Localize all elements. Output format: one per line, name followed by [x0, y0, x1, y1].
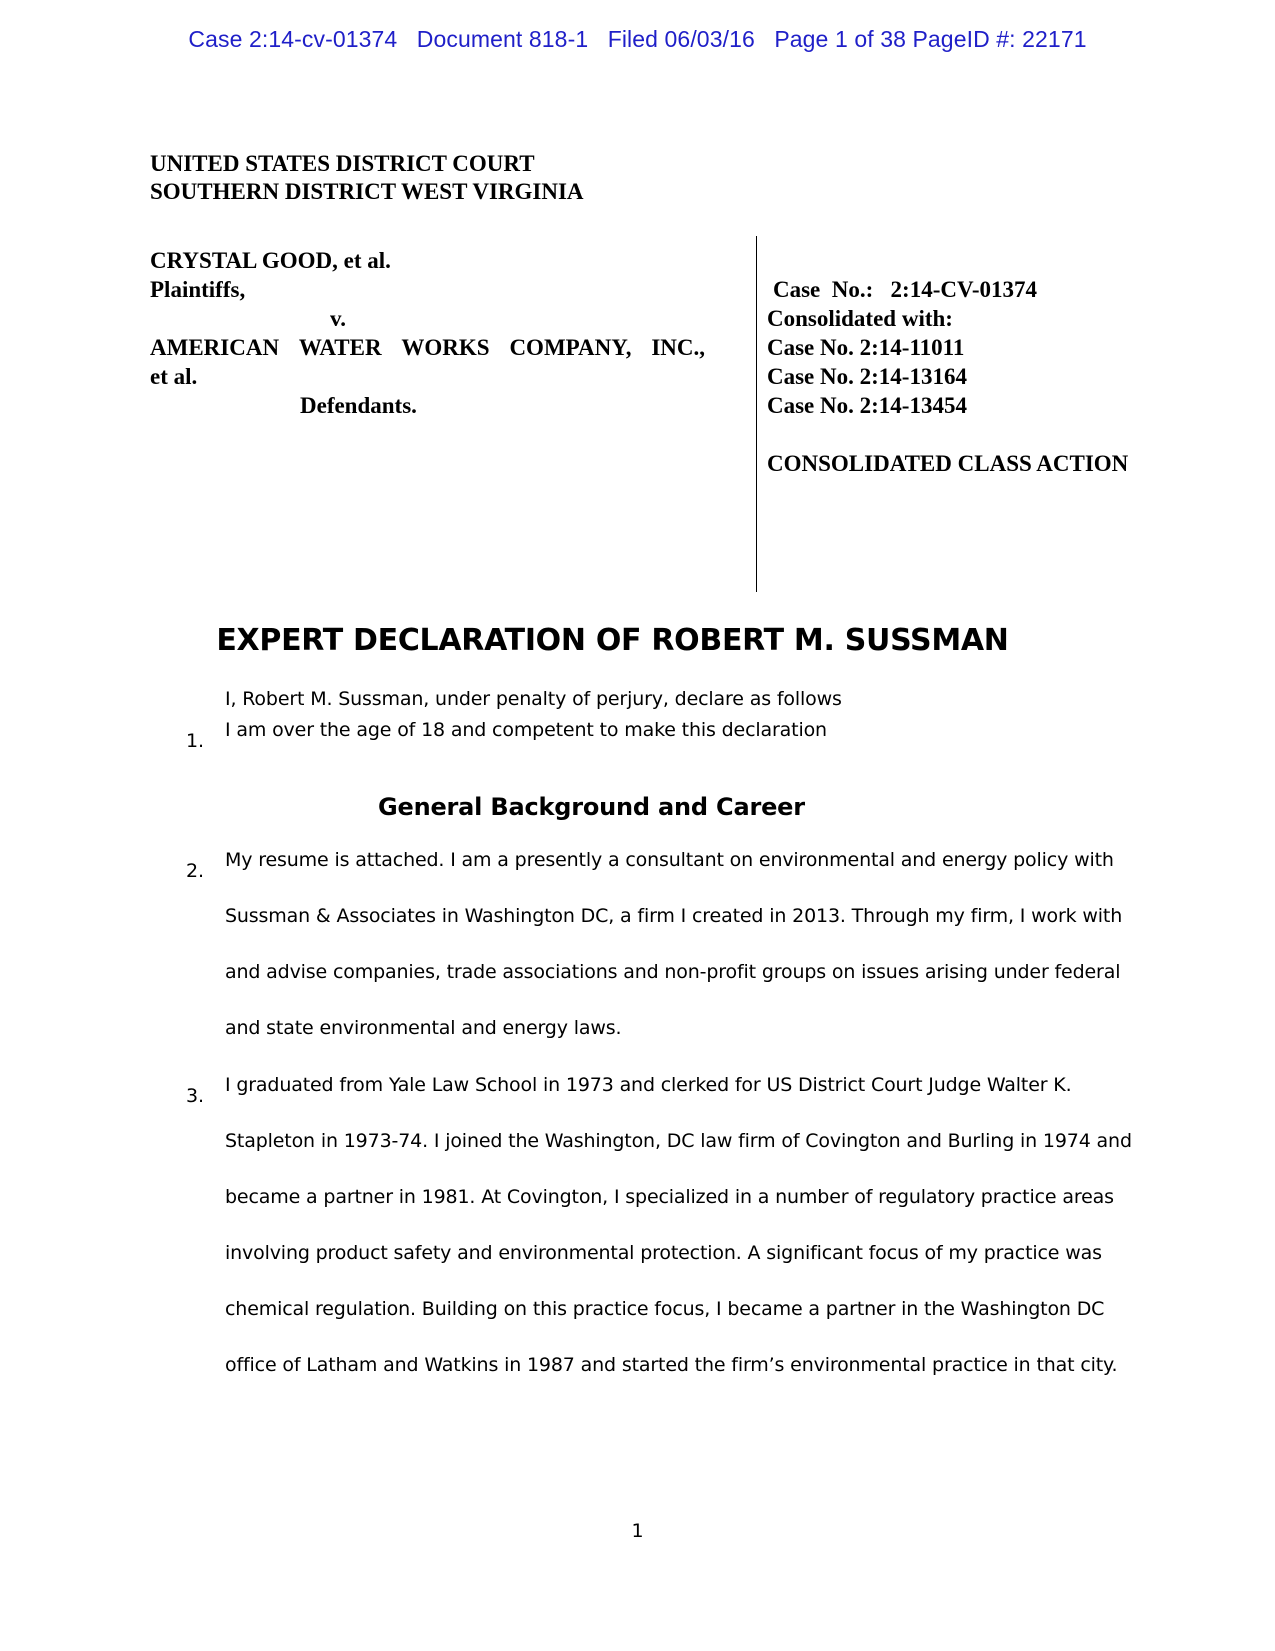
paragraph-line: office of Latham and Watkins in 1987 and started the firm’s environmental practice in that city.	[225, 1354, 1118, 1376]
paragraph-line: and advise companies, trade associations and non-profit groups on issues arising under federal	[225, 961, 1121, 983]
plaintiff-name: CRYSTAL GOOD, et al.	[150, 248, 391, 273]
section-heading: General Background and Career	[378, 793, 805, 821]
paragraph-line: became a partner in 1981. At Covington, I specialized in a number of regulatory practice areas	[225, 1186, 1114, 1208]
defendant-word: AMERICAN	[150, 335, 280, 360]
page-number: 1	[631, 1520, 644, 1542]
paragraph-text	[225, 846, 1135, 1070]
case-number: Case No.: 2:14-CV-01374	[773, 277, 1038, 302]
paragraph-line: Stapleton in 1973-74. I joined the Washington, DC law firm of Covington and Burling in 1974 and	[225, 1130, 1132, 1152]
paragraph-line: Sussman & Associates in Washington DC, a firm I created in 2013. Through my firm, I work with	[225, 905, 1123, 927]
paragraph-line: involving product safety and environmental protection. A significant focus of my practice was	[225, 1242, 1102, 1264]
caption-divider	[756, 236, 757, 592]
consolidated-case: Case No. 2:14-13164	[767, 364, 967, 389]
versus: v.	[330, 306, 346, 331]
paragraph-number: 2.	[186, 860, 204, 882]
paragraph-text	[225, 716, 1135, 772]
defendants-label: Defendants.	[300, 393, 417, 418]
consolidated-case: Case No. 2:14-13454	[767, 393, 967, 418]
consolidated-case: Case No. 2:14-11011	[767, 335, 965, 360]
consolidated-label: Consolidated with:	[767, 306, 953, 331]
paragraph-number: 1.	[186, 730, 204, 752]
intro-statement: I, Robert M. Sussman, under penalty of perjury, declare as follows	[225, 688, 842, 710]
document-title-text: EXPERT DECLARATION OF ROBERT M. SUSSMAN	[216, 623, 1009, 658]
filing-header-stamp: Case 2:14-cv-01374 Document 818-1 Filed 06/03/16 Page 1 of 38 PageID #: 22171	[188, 26, 1087, 52]
defendant-word: WATER	[298, 335, 382, 360]
paragraph-line: chemical regulation. Building on this practice focus, I became a partner in the Washington DC	[225, 1298, 1105, 1320]
class-action-label: CONSOLIDATED CLASS ACTION	[767, 451, 1129, 476]
defendant-cont: et al.	[150, 364, 198, 389]
paragraph-line: and state environmental and energy laws.	[225, 1017, 622, 1039]
court-name	[150, 150, 584, 206]
defendant-word: COMPANY,	[509, 335, 632, 360]
paragraph-number: 3.	[186, 1085, 204, 1107]
paragraph-line: My resume is attached. I am a presently a consultant on environmental and energy policy with	[225, 849, 1114, 871]
defendant-word: INC.,	[651, 335, 705, 360]
paragraph-line: I graduated from Yale Law School in 1973 and clerked for US District Court Judge Walter K.	[225, 1074, 1072, 1096]
caption-parties	[150, 246, 705, 420]
plaintiffs-label: Plaintiffs,	[150, 277, 246, 302]
defendant-word: WORKS	[401, 335, 490, 360]
document-title	[0, 623, 1275, 658]
case-numbers	[767, 275, 1128, 478]
paragraph-text	[225, 1071, 1135, 1407]
court-line-2: SOUTHERN DISTRICT WEST VIRGINIA	[150, 179, 584, 204]
paragraph-line: I am over the age of 18 and competent to make this declaration	[225, 719, 827, 741]
defendant-name	[150, 333, 705, 362]
court-line-1: UNITED STATES DISTRICT COURT	[150, 151, 535, 176]
